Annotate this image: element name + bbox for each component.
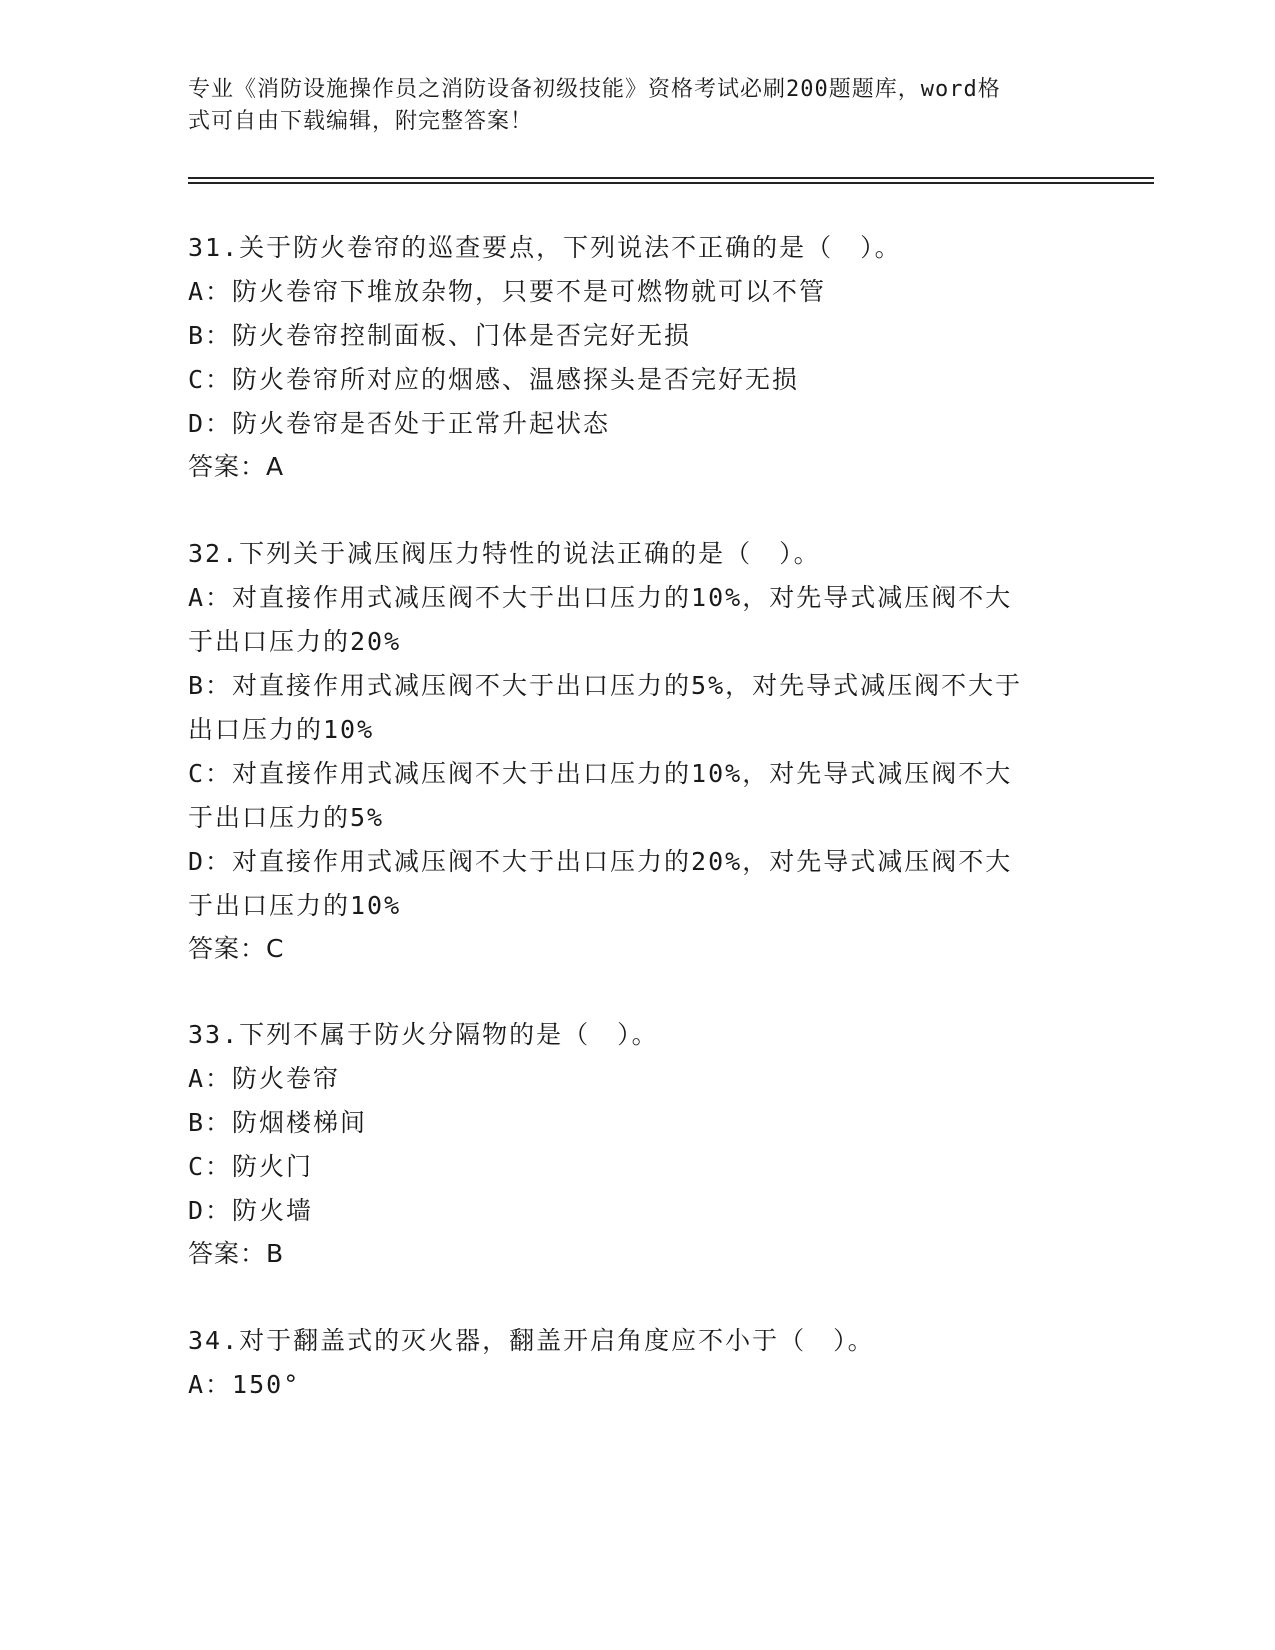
question-33-answer: 答案：B [188, 1239, 285, 1268]
question-32-stem: 32.下列关于减压阀压力特性的说法正确的是（ ）。 [188, 539, 821, 568]
question-31-stem: 31.关于防火卷帘的巡查要点，下列说法不正确的是（ ）。 [188, 233, 902, 262]
question-31-answer: 答案：A [188, 452, 285, 481]
question-32-option-d-cont: 于出口压力的10% [188, 891, 402, 920]
header-line-1: 专业《消防设施操作员之消防设备初级技能》资格考试必刷200题题库，word格 [188, 77, 1001, 102]
header-divider-bottom [188, 182, 1154, 184]
question-33-option-b: B：防烟楼梯间 [188, 1108, 368, 1137]
question-32-option-d: D：对直接作用式减压阀不大于出口压力的20%，对先导式减压阀不大 [188, 847, 1013, 876]
question-33-option-c: C：防火门 [188, 1152, 314, 1181]
question-32-option-b: B：对直接作用式减压阀不大于出口压力的5%，对先导式减压阀不大于 [188, 671, 1023, 700]
question-34-option-a: A：150° [188, 1370, 301, 1399]
question-32-option-a: A：对直接作用式减压阀不大于出口压力的10%，对先导式减压阀不大 [188, 583, 1013, 612]
question-34-stem: 34.对于翻盖式的灭火器，翻盖开启角度应不小于（ ）。 [188, 1326, 875, 1355]
question-31-option-d: D：防火卷帘是否处于正常升起状态 [188, 409, 611, 438]
question-31-option-b: B：防火卷帘控制面板、门体是否完好无损 [188, 321, 692, 350]
question-32-option-a-cont: 于出口压力的20% [188, 627, 402, 656]
header-line-2: 式可自由下载编辑，附完整答案！ [188, 109, 534, 134]
header-divider-top [188, 177, 1154, 179]
question-31-option-a: A：防火卷帘下堆放杂物，只要不是可燃物就可以不管 [188, 277, 827, 306]
document-header [188, 74, 1068, 138]
question-32-answer: 答案：C [188, 934, 285, 963]
question-32-option-c-cont: 于出口压力的5% [188, 803, 385, 832]
question-32-option-b-cont: 出口压力的10% [188, 715, 375, 744]
question-33-stem: 33.下列不属于防火分隔物的是（ ）。 [188, 1020, 659, 1049]
question-31-option-c: C：防火卷帘所对应的烟感、温感探头是否完好无损 [188, 365, 800, 394]
question-33-option-a: A：防火卷帘 [188, 1064, 341, 1093]
question-32-option-c: C：对直接作用式减压阀不大于出口压力的10%，对先导式减压阀不大 [188, 759, 1013, 788]
question-33-option-d: D：防火墙 [188, 1196, 314, 1225]
